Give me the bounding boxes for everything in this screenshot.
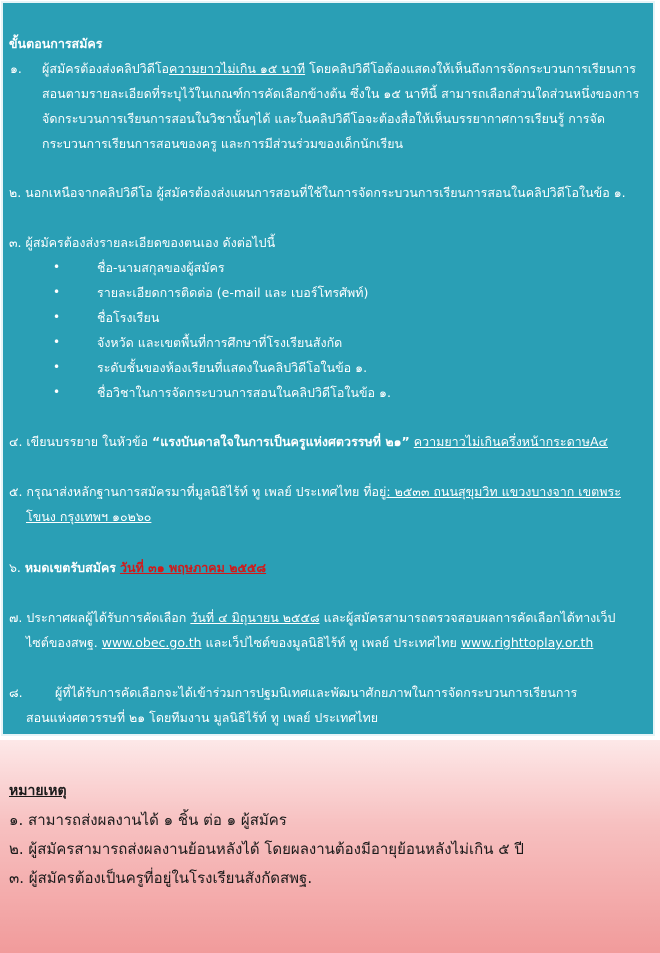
step1-line4: กระบวนการเรียนการสอนของครู และการมีส่วนร่วมของเด็กนักเรียน <box>42 136 404 151</box>
step5-line1 <box>9 484 621 500</box>
step4-text: ๔. เขียนบรรยาย ในหัวข้อ <box>9 434 153 449</box>
section-title: ขั้นตอนการสมัคร <box>9 36 103 51</box>
step6-number: ๖. <box>9 560 25 575</box>
righttoplay-link[interactable]: www.righttoplay.or.th <box>460 635 594 650</box>
remark-item: ๓. ผู้สมัครต้องเป็นครูที่อยู่ในโรงเรียนสังกัดสพฐ. <box>9 869 313 887</box>
bullet-icon: • <box>53 285 61 299</box>
announce-date: วันที่ ๔ มิถุนายน ๒๕๕๘ <box>190 610 320 625</box>
step7-line1 <box>9 610 615 626</box>
step3-item: รายละเอียดการติดต่อ (e-mail และ เบอร์โทรศัพท์) <box>97 285 369 300</box>
bullet-icon: • <box>53 310 61 324</box>
step7-text-cont: และเว็ปไซต์ของมูลนิธิไร้ท์ ทู เพลย์ ประเทศไทย <box>201 635 461 650</box>
step7-text-cont: และผู้สมัครสามารถตรวจสอบผลการคัดเลือกได้ทางเว็ป <box>319 610 616 625</box>
step3-item: ชื่อโรงเรียน <box>97 310 160 325</box>
step1-text: ผู้สมัครต้องส่งคลิปวิดีโอ <box>42 61 170 76</box>
step3-item: ชื่อวิชาในการจัดกระบวนการสอนในคลิปวิดีโอในข้อ ๑. <box>97 385 391 400</box>
remark-item: ๑. สามารถส่งผลงานได้ ๑ ชิ้น ต่อ ๑ ผู้สมัคร <box>9 811 287 829</box>
remarks-heading: หมายเหตุ <box>9 783 67 799</box>
step1-duration: ความยาวไม่เกิน ๑๕ นาที <box>169 61 306 76</box>
address-text: : ๒๕๓๓ ถนนสุขุมวิท แขวงบางจาก เขตพระ <box>386 484 621 499</box>
step5-line2: โขนง กรุงเทพฯ ๑๐๒๖๐ <box>26 509 152 524</box>
obec-link[interactable]: www.obec.go.th <box>101 635 202 650</box>
step8-line2: สอนแห่งศตวรรษที่ ๒๑ โดยทีมงาน มูลนิธิไร้ท์ ทู เพลย์ ประเทศไทย <box>26 710 379 725</box>
step7-text: ไซต์ของสพฐ. <box>26 635 102 650</box>
essay-length: ความยาวไม่เกินครึ่งหน้ากระดาษA๔ <box>413 434 608 449</box>
step8-line1: ผู้ที่ได้รับการคัดเลือกจะได้เข้าร่วมการปฐมนิเทศและพัฒนาศักยภาพในการจัดกระบวนการเรียนการ <box>55 685 578 700</box>
step8-number: ๘. <box>9 685 23 700</box>
step6-line <box>9 560 266 576</box>
bullet-icon: • <box>53 335 61 349</box>
step4-line <box>9 434 608 450</box>
step7-text: ๗. ประกาศผลผู้ได้รับการคัดเลือก <box>9 610 191 625</box>
step1-line1 <box>42 61 636 77</box>
step5-text: ๕. กรุณาส่งหลักฐานการสมัครมาที่มูลนิธิไร้ท์ ทู เพลย์ ประเทศไทย ที่อยู่ <box>9 484 387 499</box>
bullet-icon: • <box>53 260 61 274</box>
essay-topic: “แรงบันดาลใจในการเป็นครูแห่งศตวรรษที่ ๒๑” <box>152 434 410 449</box>
deadline-label: หมดเขตรับสมัคร <box>24 560 117 575</box>
step1-line2: สอนตามรายละเอียดที่ระบุไว้ในเกณฑ์การคัดเลือกข้างต้น ซึ่งใน ๑๕ นาทีนี้ สามารถเลือกส่วนใดส่วนหนึ่งของการ <box>42 86 640 101</box>
deadline-date: วันที่ ๓๑ พฤษภาคม ๒๕๕๘ <box>120 560 267 575</box>
step3-intro: ๓. ผู้สมัครต้องส่งรายละเอียดของตนเอง ดังต่อไปนี้ <box>9 235 276 250</box>
step1-text-cont: โดยคลิปวิดีโอต้องแสดงให้เห็นถึงการจัดกระบวนการเรียนการ <box>305 61 636 76</box>
step2-text: ๒. นอกเหนือจากคลิปวิดีโอ ผู้สมัครต้องส่งแผนการสอนที่ใช้ในการจัดกระบวนการเรียนการสอนในคลิปวิดีโอในข้อ ๑. <box>9 185 626 200</box>
step3-item: ระดับชั้นของห้องเรียนที่แสดงในคลิปวิดีโอในข้อ ๑. <box>97 360 368 375</box>
step7-line2 <box>26 635 593 651</box>
bullet-icon: • <box>53 360 61 374</box>
step3-item: จังหวัด และเขตพื้นที่การศึกษาที่โรงเรียนสังกัด <box>97 335 343 350</box>
step1-line3: จัดกระบวนการเรียนการสอนในวิชานั้นๆได้ และในคลิปวิดีโอจะต้องสื่อให้เห็นบรรยากาศการเรียนรู้ การจัด <box>42 111 605 126</box>
bullet-icon: • <box>53 385 61 399</box>
step1-number: ๑. <box>10 61 22 76</box>
remark-item: ๒. ผู้สมัครสามารถส่งผลงานย้อนหลังได้ โดยผลงานต้องมีอายุย้อนหลังไม่เกิน ๕ ปี <box>9 840 524 858</box>
step3-item: ชื่อ-นามสกุลของผู้สมัคร <box>97 260 225 275</box>
